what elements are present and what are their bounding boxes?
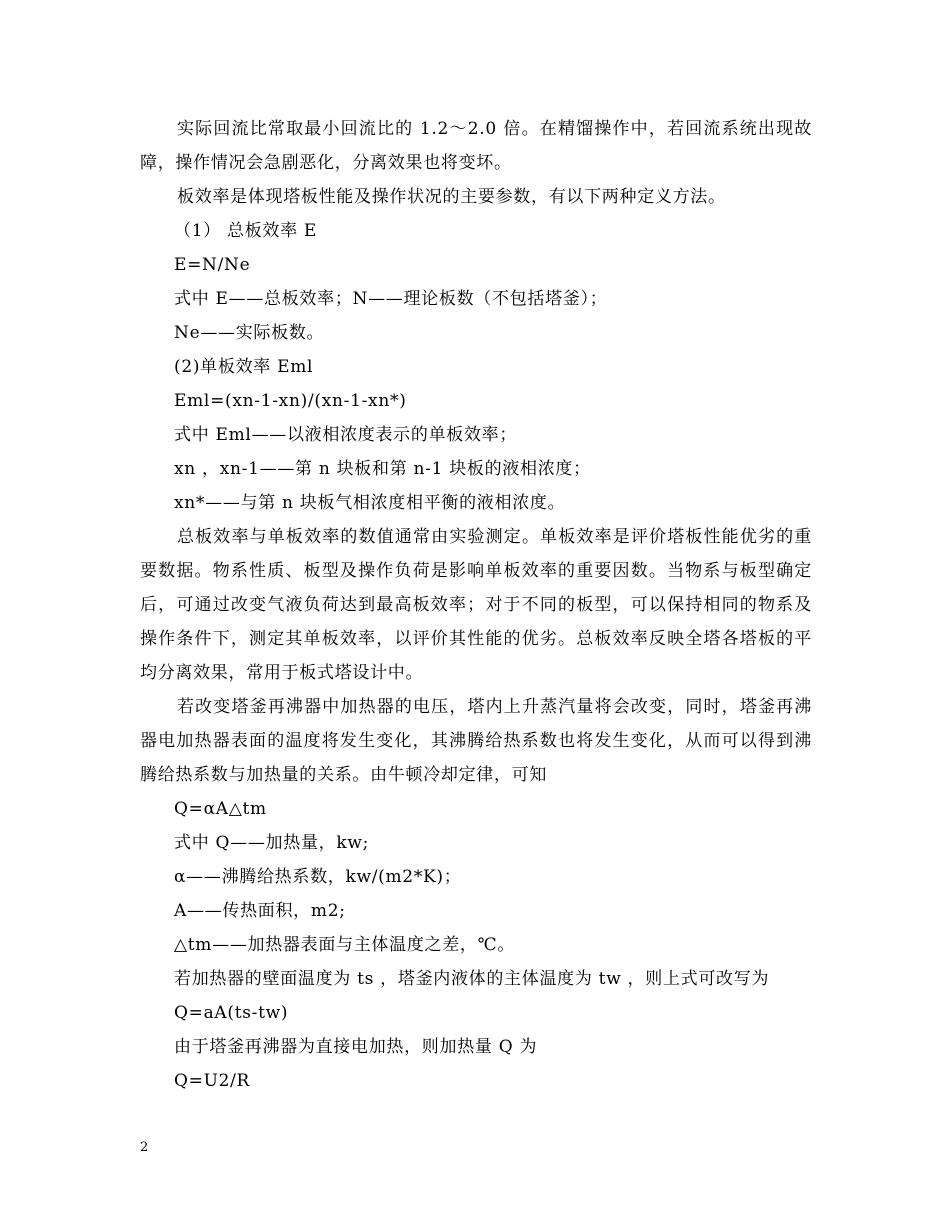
heading-overall-efficiency: （1） 总板效率 E [174, 221, 318, 241]
formula-heat-transfer: Q=aA(ts-tw) [174, 1003, 289, 1023]
paragraph-efficiency-measurement: 总板效率与单板效率的数值通常由实验测定。单板效率是评价塔板性能优劣的重要数据。物系性质、板型及操作负荷是影响单板效率的重要因数。当物系与板型确定后，可通过改变气液负荷达到最高板效率；对于不同的板型，可以保持相同的物系及操作条件下，测定其单板效率，以评价其性能的优劣。总板效率反映全塔各塔板的平均分离效果，常用于板式塔设计中。 [140, 527, 812, 683]
formula-definition: xn*——与第 n 块板气相浓度相平衡的液相浓度。 [174, 493, 566, 513]
formula-newton-cooling: Q=αA△tm [174, 799, 267, 819]
paragraph-reflux-ratio: 实际回流比常取最小回流比的 1.2～2.0 倍。在精馏操作中，若回流系统出现故障，操作情况会急剧恶化，分离效果也将变坏。 [140, 119, 812, 173]
page-content [140, 112, 812, 1098]
formula-definition: A——传热面积，m2; [174, 901, 346, 921]
formula-definition: 式中 Q——加热量，kw; [174, 833, 370, 853]
page-number: 2 [140, 1140, 149, 1155]
paragraph-wall-temperature: 若加热器的壁面温度为 ts ，塔釜内液体的主体温度为 tw ，则上式可改写为 [174, 969, 770, 989]
formula-definition: Ne——实际板数。 [174, 323, 325, 343]
formula-definition: 式中 E——总板效率；N——理论板数（不包括塔釜）； [174, 289, 608, 309]
formula-definition: α——沸腾给热系数，kw/(m2*K)； [174, 867, 462, 887]
formula-definition: △tm——加热器表面与主体温度之差，℃。 [174, 935, 516, 955]
formula-single-plate-efficiency: Eml=(xn-1-xn)/(xn-1-xn*) [174, 391, 407, 411]
paragraph-direct-heating: 由于塔釜再沸器为直接电加热，则加热量 Q 为 [174, 1037, 538, 1057]
formula-definition: 式中 Eml——以液相浓度表示的单板效率； [174, 425, 518, 445]
paragraph-heater-voltage: 若改变塔釜再沸器中加热器的电压，塔内上升蒸汽量将会改变，同时，塔釜再沸器电加热器表面的温度将发生变化，其沸腾给热系数也将发生变化，从而可以得到沸腾给热系数与加热量的关系。由牛顿冷却定律，可知 [140, 697, 812, 785]
formula-overall-efficiency: E=N/Ne [174, 255, 251, 275]
formula-electric-heat: Q=U2/R [174, 1071, 251, 1091]
paragraph-plate-efficiency-intro: 板效率是体现塔板性能及操作状况的主要参数，有以下两种定义方法。 [177, 187, 726, 207]
formula-definition: xn ，xn-1——第 n 块板和第 n-1 块板的液相浓度； [174, 459, 591, 479]
heading-single-plate-efficiency: (2)单板效率 Eml [174, 357, 314, 377]
